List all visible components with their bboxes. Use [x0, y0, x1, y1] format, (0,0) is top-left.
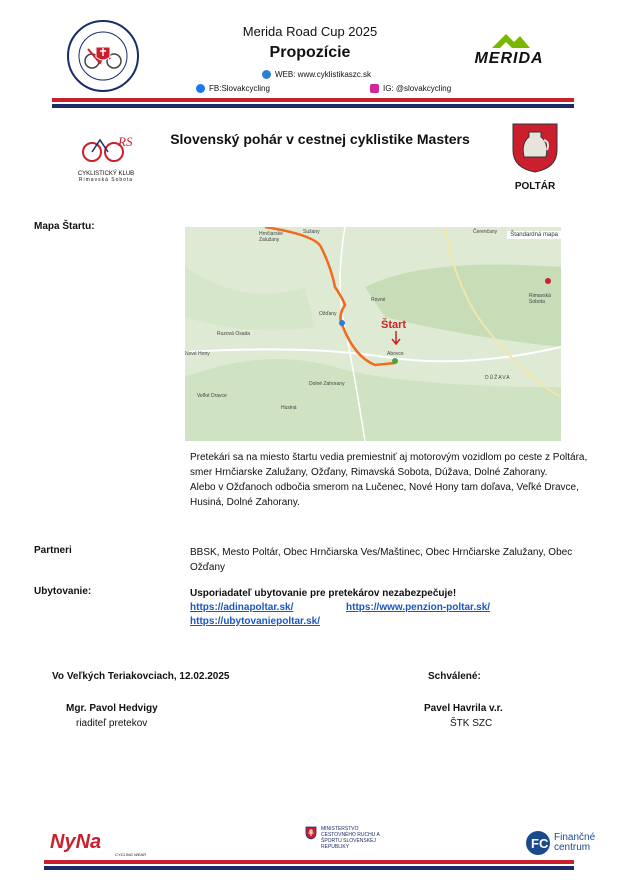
poltar-crest — [511, 122, 559, 174]
place-label: Sušany — [303, 229, 320, 235]
slovak-crest-icon — [305, 826, 317, 840]
place-label: Husiná — [281, 405, 297, 411]
nyna-tagline: CYCLING WEAR — [115, 852, 146, 857]
header-stripe-navy — [52, 104, 574, 108]
club-name: CYKLISTICKÝ KLUB — [77, 171, 135, 177]
footer-stripe-red — [44, 860, 574, 864]
start-map[interactable] — [185, 227, 561, 441]
start-label: Štart — [381, 319, 407, 331]
place-date: Vo Veľkých Teriakovciach, 12.02.2025 — [52, 671, 230, 682]
partners-text: BBSK, Mesto Poltár, Obec Hrnčiarska Ves/Maštinec, Obec Hrnčiarske Zalužany, Obec Ožďany — [190, 547, 573, 573]
place-label: Hrnčiarske Zalužany — [259, 231, 283, 243]
town-name: POLTÁR — [514, 181, 556, 192]
place-label: Rimavská Sobota — [529, 293, 551, 305]
fc-line-2: centrum — [554, 842, 591, 853]
director-role: riaditeľ pretekov — [76, 718, 148, 729]
svg-text:FC: FC — [531, 836, 549, 851]
accommodation-note: Usporiadateľ ubytovanie pre pretekárov nezabezpečuje! — [190, 588, 457, 599]
place-label: Rovné — [371, 297, 386, 303]
nyna-logo — [50, 832, 150, 860]
approver-name: Pavel Havrila v.r. — [424, 703, 503, 714]
ministry-logo — [305, 826, 405, 858]
header-stripe-red — [52, 98, 574, 102]
ministry-text: MINISTERSTVO CESTOVNÉHO RUCHU A ŠPORTU SLOVENSKEJ REPUBLIKY — [321, 826, 380, 850]
partners-label: Partneri — [34, 545, 72, 556]
place-label: Čerenčany — [473, 229, 498, 235]
instagram-text: IG: @slovakcycling — [383, 84, 452, 93]
place-label: Veľké Dravce — [197, 393, 227, 399]
accommodation-link-2[interactable]: https://www.penzion-poltar.sk/ — [346, 602, 491, 613]
place-label: DÚŽAVA — [485, 375, 511, 381]
place-label: Ožďany — [319, 311, 337, 317]
szc-logo — [66, 19, 140, 93]
description-line-2: Alebo v Ožďanoch odbočia smerom na Lučenec, Nové Hony tam doľava, Veľké Dravce, Husiná, Dolné Zahorany. — [190, 482, 579, 508]
web-text: WEB: www.cyklistikaszc.sk — [275, 70, 372, 79]
merida-wordmark: MERIDA — [474, 50, 544, 67]
fc-line-1: Finančné — [554, 832, 596, 843]
footer-stripe-navy — [44, 866, 574, 870]
place-label: Dolné Zahorany — [309, 381, 345, 387]
web-contact[interactable] — [262, 70, 371, 79]
race-title: Slovenský pohár v cestnej cyklistike Masters — [170, 131, 470, 147]
merida-logo — [456, 30, 562, 70]
description — [190, 450, 590, 510]
accommodation-link-1[interactable]: https://adinapoltar.sk/ — [190, 602, 294, 613]
accommodation-link-3[interactable]: https://ubytovaniepoltar.sk/ — [190, 616, 321, 627]
description-line-1: Pretekári sa na miesto štartu vedia premiestniť aj motorovým vozidlom po ceste z Poltára, smer Hrnčiarske Zalužany, Ožďany, Rimavská Sobota, Dúžava, Dolné Zahorany. — [190, 452, 588, 478]
nyna-wordmark: NyNa — [50, 831, 102, 853]
instagram-contact[interactable] — [370, 84, 451, 93]
approver-role: ŠTK SZC — [450, 718, 493, 729]
place-label: Nové Hony — [185, 351, 210, 357]
globe-icon — [262, 70, 271, 79]
director-name: Mgr. Pavol Hedvigy — [66, 703, 158, 714]
map-type-chip[interactable]: Štandardná mapa — [507, 231, 561, 239]
place-label: Ruzová Osada — [217, 331, 251, 337]
club-town: Rimavská Sobota — [78, 177, 134, 183]
accommodation-label: Ubytovanie: — [34, 586, 92, 597]
facebook-text: FB:Slovakcycling — [209, 84, 270, 93]
header-title: Merida Road Cup 2025 — [242, 24, 378, 39]
place-label: Abovce — [387, 351, 404, 357]
instagram-icon — [370, 84, 379, 93]
financne-centrum-logo — [525, 828, 609, 858]
approved-label: Schválené: — [428, 671, 481, 682]
map-label: Mapa Štartu: — [34, 221, 95, 232]
fc-emblem-icon — [525, 830, 551, 856]
svg-text:RS: RS — [118, 134, 133, 149]
facebook-icon — [196, 84, 205, 93]
facebook-contact[interactable] — [196, 84, 270, 93]
header-subtitle: Propozície — [269, 44, 351, 61]
